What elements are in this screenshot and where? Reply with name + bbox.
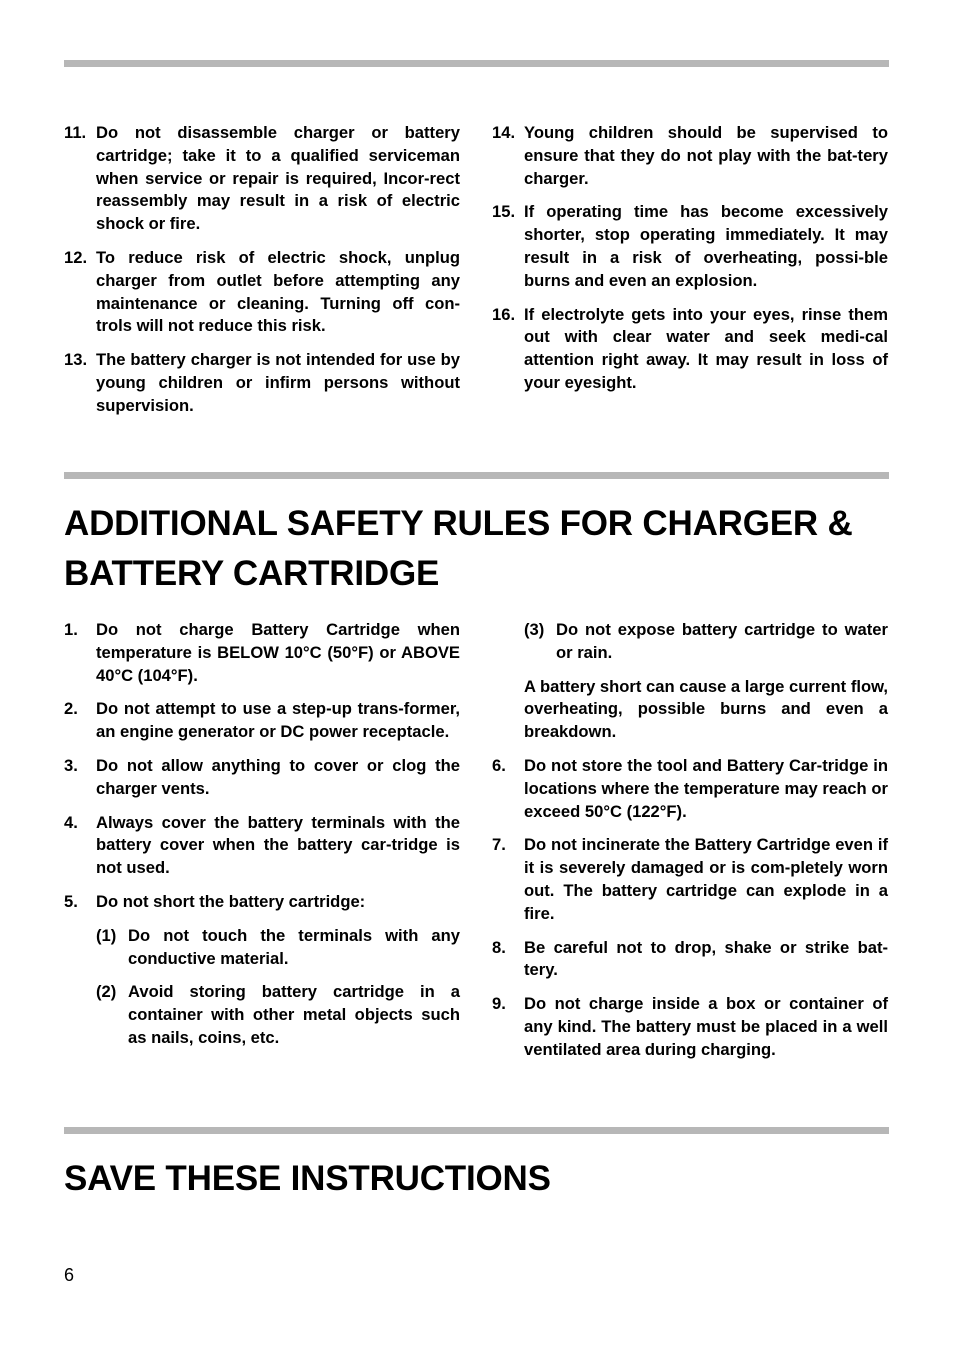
- section1-left-column: [64, 122, 460, 429]
- item-number: 3.: [64, 755, 78, 775]
- item-text: Do not allow anything to cover or clog the charger vents.: [96, 755, 460, 798]
- item-text: Avoid storing battery cartridge in a container with other metal objects such as nails, coins, etc.: [128, 982, 460, 1047]
- list-item: [492, 304, 888, 395]
- item-number: 5.: [64, 891, 78, 911]
- item-text: Do not incinerate the Battery Cartridge even if it is severely damaged or is com-pletely worn out. The battery cartridge can explode in a fire.: [524, 835, 888, 923]
- section-divider-2: [64, 1127, 889, 1134]
- item-number: 1.: [64, 620, 78, 639]
- item-text: If operating time has become excessively shorter, stop operating immediately. It may result in a risk of overheating, possi-ble burns and even an explosion.: [524, 202, 888, 290]
- list-item: [492, 122, 888, 190]
- section2-right-column: [492, 619, 888, 1073]
- sub-list-item: [524, 619, 888, 665]
- item-text: To reduce risk of electric shock, unplug charger from outlet before attempting any maintenance or cleaning. Turning off con-trols will not reduce this risk.: [96, 247, 460, 336]
- item-number: 9.: [492, 994, 506, 1014]
- list-item: [64, 755, 460, 801]
- item-number: (3): [524, 620, 545, 639]
- list-item: [64, 698, 460, 744]
- sub-list-item: [96, 981, 460, 1049]
- item-text: Do not touch the terminals with any conductive material.: [128, 925, 460, 968]
- list-item: [492, 834, 888, 925]
- item-number: 13.: [64, 350, 88, 370]
- item-text: Always cover the battery terminals with the battery cover when the battery car-tridge is not used.: [96, 812, 460, 878]
- item-text: Be careful not to drop, shake or strike bat-tery.: [524, 937, 888, 980]
- top-divider: [64, 60, 889, 67]
- item-text: Do not short the battery cartridge:: [96, 891, 366, 911]
- item-number: 6.: [492, 755, 506, 775]
- item-number: (2): [96, 982, 117, 1002]
- item-number: 15.: [492, 202, 516, 222]
- item-number: 11.: [64, 123, 87, 142]
- item-text: If electrolyte gets into your eyes, rinse them out with clear water and seek medi-cal attention right away. It may result in loss of your eyesight.: [524, 304, 888, 392]
- heading-line-2: BATTERY CARTRIDGE: [64, 554, 440, 593]
- section-heading-safety-rules: [64, 499, 853, 599]
- item-number: 8.: [492, 937, 506, 957]
- section1-right-column: [492, 122, 888, 406]
- item-number: 7.: [492, 835, 506, 855]
- item-number: 2.: [64, 699, 78, 719]
- note-paragraph: A battery short can cause a large current flow, overheating, possible burns and even a breakdown.: [524, 676, 888, 742]
- list-item: [64, 247, 460, 338]
- item-text: Do not attempt to use a step-up trans-former, an engine generator or DC power receptacle.: [96, 699, 460, 742]
- page-number: 6: [64, 1265, 75, 1285]
- item-text: Young children should be supervised to ensure that they do not play with the bat-tery charger.: [524, 123, 888, 188]
- item-text: Do not charge Battery Cartridge when temperature is BELOW 10°C (50°F) or ABOVE 40°C (104°F).: [96, 620, 460, 685]
- list-item: [64, 812, 460, 880]
- list-item: [64, 122, 460, 236]
- item-number: 4.: [64, 812, 78, 832]
- item-number: 16.: [492, 304, 516, 324]
- list-item: [492, 993, 888, 1061]
- item-text: Do not store the tool and Battery Car-tridge in locations where the temperature may reach or exceed 50°C (122°F).: [524, 755, 888, 821]
- item-number: 14.: [492, 123, 516, 142]
- sub-list-item: [96, 925, 460, 971]
- list-item: [64, 891, 460, 914]
- item-text: The battery charger is not intended for use by young children or infirm persons without supervision.: [96, 350, 460, 415]
- section-heading-save-instructions: SAVE THESE INSTRUCTIONS: [64, 1159, 551, 1198]
- item-text: Do not expose battery cartridge to water or rain.: [556, 620, 888, 662]
- list-item: [64, 349, 460, 417]
- section2-left-column: [64, 619, 460, 1061]
- list-item: [492, 937, 888, 983]
- item-text: Do not disassemble charger or battery cartridge; take it to a qualified serviceman when service or repair is required, Incor-rect reassembly may result in a risk of electric shock or fire.: [96, 123, 460, 234]
- list-item: [64, 619, 460, 687]
- section-divider-1: [64, 472, 889, 479]
- item-text: Do not charge inside a box or container of any kind. The battery must be placed in a well ventilated area during charging.: [524, 994, 888, 1059]
- item-number: (1): [96, 925, 117, 945]
- item-number: 12.: [64, 247, 88, 267]
- heading-line-1: ADDITIONAL SAFETY RULES FOR CHARGER &: [64, 504, 853, 543]
- list-item: [492, 755, 888, 823]
- list-item: [492, 201, 888, 292]
